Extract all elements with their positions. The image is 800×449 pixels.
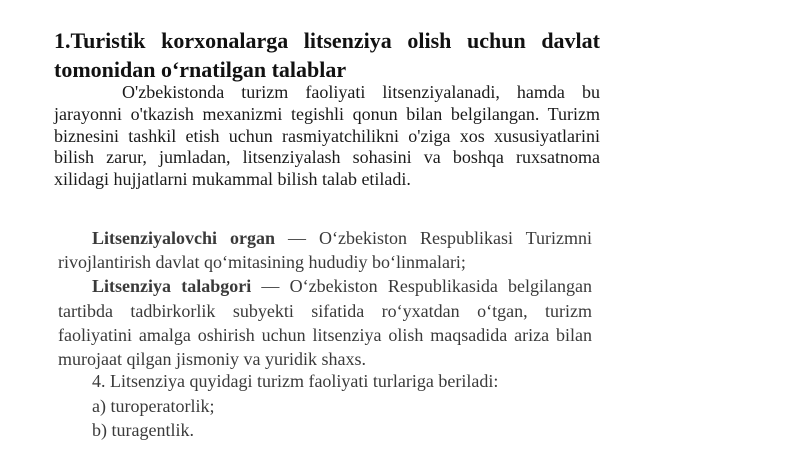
list-item: a) turoperatorlik; (92, 395, 215, 416)
definition-license-applicant (58, 274, 592, 371)
definition-text: — O‘zbekiston Respublikasida belgilangan tartibda tadbirkorlik subyekti sifatida ro‘yxatdan o‘tgan, turizm faoliyatini amalga oshirish uchun litsenziya olish maqsadida ariza bilan murojaat qilgan jismoniy va yuridik shaxs. (58, 276, 593, 370)
intro-paragraph: O'zbekistonda turizm faoliyati litsenziyalanadi, hamda bu jarayonni o'tkazish mexanizmi tegishli qonun bilan belgilangan. Turizm biznesini tashkil etish uchun rasmiyatchilikni o'ziga xos xususiyatlarini bilish zarur, jumladan, litsenziyalash sohasini va boshqa ruxsatnoma xilidagi hujjatlarni mukammal bilish talab etiladi. (54, 82, 600, 190)
definition-term: Litsenziyalovchi organ (92, 228, 275, 248)
license-types-list (92, 369, 592, 443)
definitions-block (58, 226, 592, 371)
intro-block (54, 82, 600, 191)
list-item: b) turagentlik. (92, 420, 194, 440)
definition-licensing-authority (58, 226, 592, 274)
list-intro: 4. Litsenziya quyidagi turizm faoliyati turlariga beriladi: (92, 371, 499, 391)
definition-term: Litsenziya talabgori (92, 276, 252, 297)
definition-text: — O‘zbekiston Respublikasi Turizmni rivojlantirish davlat qo‘mitasining hududiy bo‘linmalari; (58, 228, 592, 273)
section-heading: 1.Turistik korxonalarga litsenziya olish uchun davlat tomonidan o‘rnatilgan talablar (54, 28, 600, 82)
